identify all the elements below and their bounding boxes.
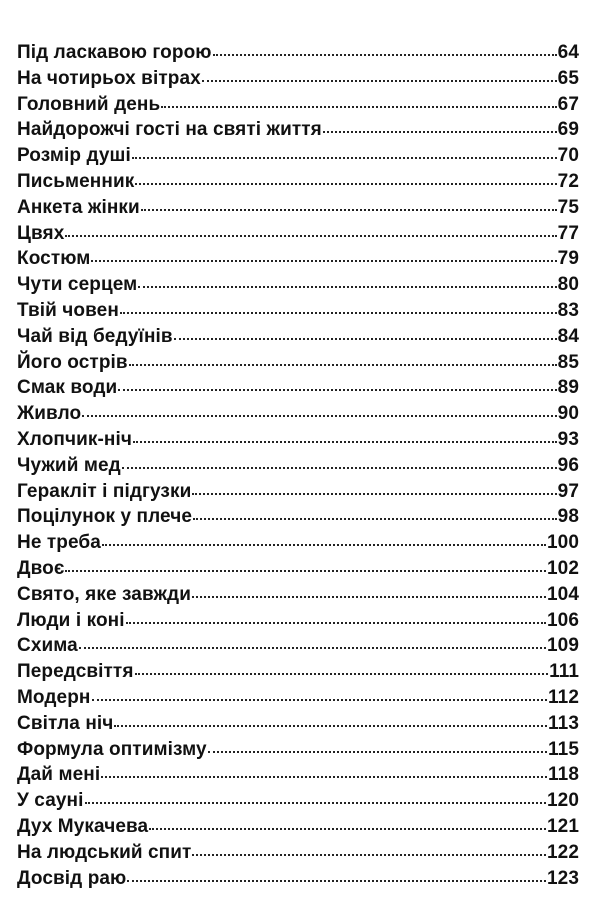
- toc-entry: [17, 94, 579, 120]
- toc-entry-title: Чути серцем: [17, 274, 138, 296]
- toc-entry-page-number: 122: [546, 841, 579, 863]
- toc-entry-page-number: 72: [557, 170, 579, 192]
- toc-entry: [17, 377, 579, 403]
- toc-entry: [17, 635, 579, 661]
- toc-dot-leader: [79, 647, 546, 649]
- toc-entry-title: Дай мені: [17, 764, 101, 786]
- toc-entry-page-number: 100: [546, 532, 579, 554]
- toc-dot-leader: [65, 570, 546, 572]
- toc-entry-title: Двоє: [17, 557, 65, 579]
- toc-entry: [17, 119, 579, 145]
- toc-entry: [17, 68, 579, 94]
- toc-entry-title: Костюм: [17, 248, 91, 270]
- toc-dot-leader: [208, 751, 547, 753]
- toc-entry-title: Цвях: [17, 222, 65, 244]
- toc-entry-page-number: 80: [557, 274, 579, 296]
- toc-dot-leader: [138, 286, 556, 288]
- toc-dot-leader: [133, 441, 557, 443]
- toc-entry-page-number: 120: [546, 790, 579, 812]
- toc-entry-page-number: 104: [546, 583, 579, 605]
- toc-entry-title: Письменник: [17, 170, 135, 192]
- toc-entry-page-number: 121: [546, 815, 579, 837]
- toc-entry-page-number: 115: [548, 738, 579, 760]
- toc-entry: [17, 145, 579, 171]
- toc-entry: [17, 713, 579, 739]
- toc-entry-title: Анкета жінки: [17, 196, 140, 218]
- toc-entry: [17, 661, 579, 687]
- toc-entry: [17, 352, 579, 378]
- toc-entry-page-number: 98: [557, 506, 579, 528]
- toc-dot-leader: [120, 312, 557, 314]
- toc-entry: [17, 403, 579, 429]
- toc-dot-leader: [101, 776, 547, 778]
- toc-entry: [17, 481, 579, 507]
- toc-entry-page-number: 70: [557, 145, 579, 167]
- toc-dot-leader: [85, 802, 546, 804]
- toc-entry-title: Люди і коні: [17, 609, 125, 631]
- toc-entry: [17, 429, 579, 455]
- toc-entry-title: Чужий мед: [17, 454, 121, 476]
- toc-entry-title: Формула оптимізму: [17, 738, 207, 760]
- toc-dot-leader: [126, 622, 546, 624]
- toc-entry-page-number: 65: [557, 67, 579, 89]
- toc-entry-page-number: 111: [549, 661, 579, 683]
- toc-entry: [17, 532, 579, 558]
- toc-dot-leader: [92, 699, 548, 701]
- toc-dot-leader: [132, 157, 557, 159]
- toc-dot-leader: [114, 725, 547, 727]
- toc-entry-title: Живло: [17, 403, 82, 425]
- toc-dot-leader: [323, 131, 557, 133]
- toc-entry-title: Свято, яке завжди: [17, 583, 191, 605]
- toc-dot-leader: [192, 596, 546, 598]
- toc-dot-leader: [129, 364, 557, 366]
- toc-entry-title: Дух Мукачева: [17, 815, 149, 837]
- toc-entry: [17, 790, 579, 816]
- toc-entry-page-number: 90: [557, 403, 579, 425]
- toc-entry-title: У сауні: [17, 790, 84, 812]
- toc-entry-title: Під ласкавою горою: [17, 42, 212, 63]
- toc-dot-leader: [118, 389, 556, 391]
- toc-entry-page-number: 84: [557, 325, 579, 347]
- toc-entry-page-number: 77: [557, 222, 579, 244]
- toc-dot-leader: [149, 828, 546, 830]
- toc-dot-leader: [193, 518, 557, 520]
- toc-entry-page-number: 102: [546, 557, 579, 579]
- toc-entry: [17, 300, 579, 326]
- toc-entry: [17, 739, 579, 765]
- toc-entry-title: Геракліт і підгузки: [17, 480, 192, 502]
- toc-entry: [17, 584, 579, 610]
- toc-entry-title: Головний день: [17, 93, 161, 115]
- toc-entry: [17, 455, 579, 481]
- toc-entry: [17, 223, 579, 249]
- toc-dot-leader: [91, 260, 556, 262]
- toc-dot-leader: [141, 209, 557, 211]
- toc-entry-title: Схима: [17, 635, 78, 657]
- toc-entry-title: Світла ніч: [17, 712, 114, 734]
- toc-entry-title: Чай від бедуїнів: [17, 325, 173, 347]
- toc-dot-leader: [65, 235, 556, 237]
- toc-dot-leader: [192, 493, 556, 495]
- toc-entry: [17, 868, 579, 894]
- toc-entry-title: Не треба: [17, 532, 101, 554]
- toc-entry-title: Його острів: [17, 351, 128, 373]
- table-of-contents: [17, 42, 579, 893]
- toc-entry: [17, 842, 579, 868]
- toc-dot-leader: [135, 673, 549, 675]
- toc-entry-title: Найдорожчі гості на святі життя: [17, 119, 322, 141]
- toc-entry-title: Розмір душі: [17, 145, 131, 167]
- toc-dot-leader: [213, 54, 557, 56]
- toc-dot-leader: [192, 854, 546, 856]
- toc-entry-page-number: 113: [548, 712, 579, 734]
- toc-entry-page-number: 67: [557, 93, 579, 115]
- toc-entry-page-number: 123: [546, 867, 579, 889]
- toc-entry: [17, 197, 579, 223]
- toc-entry-title: Досвід раю: [17, 867, 127, 889]
- toc-entry-page-number: 85: [557, 351, 579, 373]
- toc-entry-title: Твій човен: [17, 299, 119, 321]
- toc-entry-page-number: 83: [557, 299, 579, 321]
- toc-entry-title: На чотирьох вітрах: [17, 67, 201, 89]
- toc-entry: [17, 248, 579, 274]
- toc-entry: [17, 610, 579, 636]
- toc-dot-leader: [122, 467, 557, 469]
- toc-entry: [17, 558, 579, 584]
- toc-entry-page-number: 89: [557, 377, 579, 399]
- toc-entry-page-number: 118: [548, 764, 579, 786]
- toc-entry: [17, 171, 579, 197]
- toc-dot-leader: [82, 415, 556, 417]
- toc-entry-page-number: 106: [546, 609, 579, 631]
- toc-entry: [17, 326, 579, 352]
- toc-entry: [17, 506, 579, 532]
- toc-entry-title: На людський спит: [17, 841, 192, 863]
- toc-entry-title: Хлопчик-ніч: [17, 428, 133, 450]
- toc-entry-page-number: 75: [557, 196, 579, 218]
- toc-entry-title: Модерн: [17, 686, 91, 708]
- toc-dot-leader: [161, 106, 556, 108]
- toc-entry-page-number: 96: [557, 454, 579, 476]
- toc-entry-title: Смак води: [17, 377, 118, 399]
- toc-dot-leader: [102, 544, 546, 546]
- toc-entry: [17, 764, 579, 790]
- toc-entry-page-number: 69: [557, 119, 579, 141]
- toc-dot-leader: [127, 880, 546, 882]
- toc-entry-title: Поцілунок у плече: [17, 506, 193, 528]
- toc-dot-leader: [174, 338, 557, 340]
- toc-entry-page-number: 64: [557, 42, 579, 63]
- toc-entry: [17, 42, 579, 68]
- toc-dot-leader: [202, 80, 557, 82]
- toc-entry: [17, 687, 579, 713]
- toc-entry-page-number: 97: [557, 480, 579, 502]
- toc-dot-leader: [135, 183, 556, 185]
- toc-entry-page-number: 112: [548, 686, 579, 708]
- toc-entry-title: Передсвіття: [17, 661, 134, 683]
- toc-entry: [17, 816, 579, 842]
- toc-entry-page-number: 109: [546, 635, 579, 657]
- toc-entry-page-number: 79: [557, 248, 579, 270]
- toc-entry: [17, 274, 579, 300]
- toc-entry-page-number: 93: [557, 428, 579, 450]
